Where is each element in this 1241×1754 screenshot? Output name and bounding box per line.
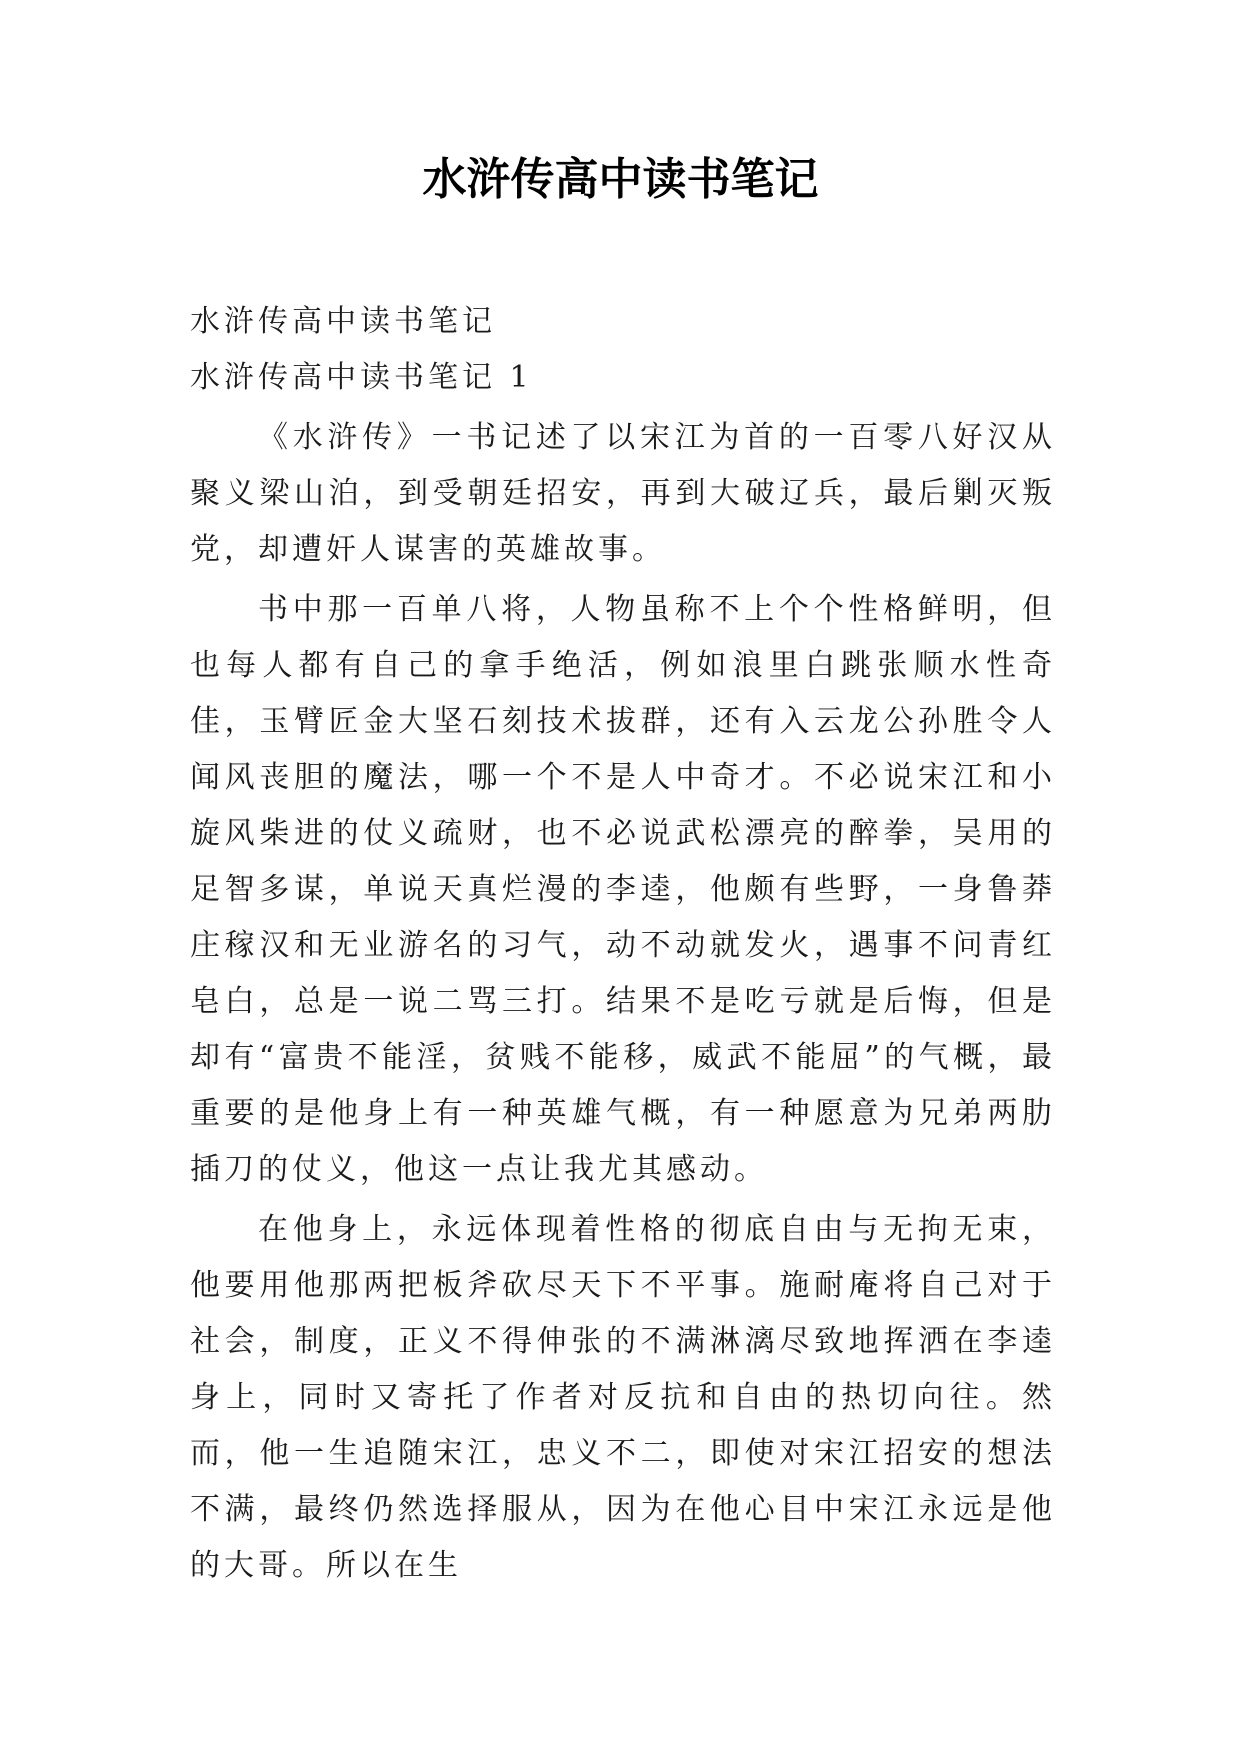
paragraph-1: 《水浒传》一书记述了以宋江为首的一百零八好汉从聚义梁山泊，到受朝廷招安，再到大破辽兵，最后剿灭叛党，却遭奸人谋害的英雄故事。 — [190, 420, 1056, 567]
paragraph-2: 书中那一百单八将，人物虽称不上个个性格鲜明，但也每人都有自己的拿手绝活，例如浪里白跳张顺水性奇佳，玉臂匠金大坚石刻技术拔群，还有入云龙公孙胜令人闻风丧胆的魔法，哪一个不是人中奇才。不必说宋江和小旋风柴进的仗义疏财，也不必说武松漂亮的醉拳，吴用的足智多谋，单说天真烂漫的李逵，他颇有些野，一身鲁莽庄稼汉和无业游名的习气，动不动就发火，遇事不问青红皂白，总是一说二骂三打。结果不是吃亏就是后悔，但是却有“富贵不能淫，贫贱不能移，威武不能屈”的气概，最重要的是他身上有一种英雄气概，有一种愿意为兄弟两肋插刀的仗义，他这一点让我尤其感动。 — [190, 592, 1056, 1187]
document-body — [190, 294, 1056, 1594]
document-title: 水浒传高中读书笔记 — [422, 154, 819, 205]
section-heading: 水浒传高中读书笔记 — [190, 304, 496, 339]
paragraph-3: 在他身上，永远体现着性格的彻底自由与无拘无束，他要用他那两把板斧砍尽天下不平事。施耐庵将自己对于社会，制度，正义不得伸张的不满淋漓尽致地挥洒在李逵身上，同时又寄托了作者对反抗和自由的热切向往。然而，他一生追随宋江，忠义不二，即使对宋江招安的想法不满，最终仍然选择服从，因为在他心目中宋江永远是他的大哥。所以在生 — [190, 1212, 1056, 1583]
section-subheading: 水浒传高中读书笔记 1 — [190, 360, 533, 395]
